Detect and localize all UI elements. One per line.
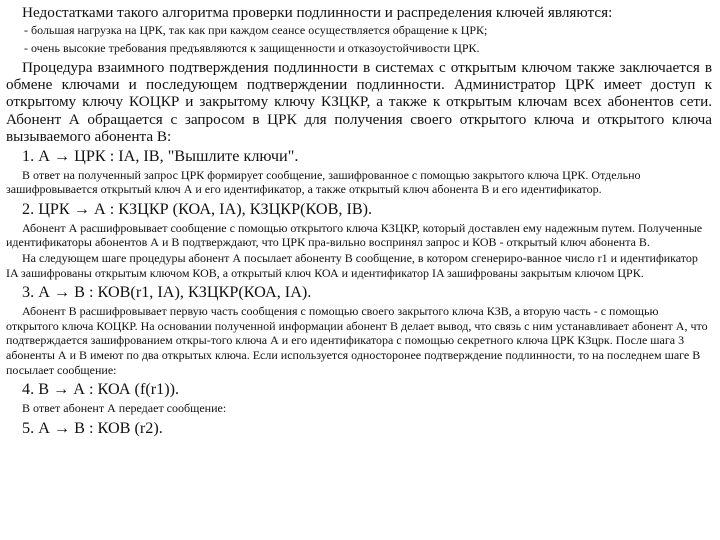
- step-4: 4. В → А : КОА (f(r1)).: [22, 380, 180, 399]
- step-5: 5. А → В : КОВ (r2).: [22, 418, 163, 437]
- procedure-paragraph: Процедура взаимного подтверждения подлинности в системах с открытым ключом также заключается в обмене ключами и последующем подтверждении подлинности. Администратор ЦРК имеет доступ к открытому ключу КОЦКР и закрытому ключу КЗЦКР, а также к открытым ключам всех абонентов сети. Абонент А обращается с запросом в ЦРК для получения своего открытого ключа и открытого ключа вызываемого абонента В:: [6, 58, 712, 146]
- intro-text: Недостатками такого алгоритма проверки подлинности и распределения ключей являются:: [22, 4, 613, 21]
- step-3: 3. А → В : КОВ(r1, IA), КЗЦКР(КОА, IA).: [22, 283, 312, 302]
- paragraph-5: В ответ абонент А передает сообщение:: [22, 401, 227, 416]
- paragraph-2: Абонент А расшифровывает сообщение с помощью открытого ключа КЗЦКР, который доставлен ему надежным путем. Полученные идентификаторы абонентов А и В подтверждают, что ЦРК пра-вильно воспринял запрос и КОВ - открытый ключ абонента В.: [6, 220, 703, 250]
- step-2: 2. ЦРК → А : КЗЦКР (КОА, IA), КЗЦКР(КОВ, IB).: [22, 199, 373, 218]
- step-1: 1. А → ЦРК : IA, IB, "Вышлите ключи".: [22, 146, 299, 165]
- paragraph-4: Абонент В расшифровывает первую часть сообщения с помощью своего закрытого ключа КЗВ, а вторую часть - с помощью открытого ключа КОЦКР. На основании полученной информации абонент В делает вывод, что связь с ним устанавливает абонент А, что подтверждается зашифрованием откры-того ключа А и его идентификатора с помощью секретного ключа ЦРК КЗцрк. После шага 3 абоненты А и В имеют по два открытых ключа. Если используется односторонее подтверждение подлинности, то на последнем шаге В посылает сообщение:: [6, 304, 708, 377]
- paragraph-1: В ответ на полученный запрос ЦРК формирует сообщение, зашифрованное с помощью закрытого ключа ЦРК. Отдельно зашифровывается открытый ключ А и его идентификатор, а также открытый ключ абонента В и его идентификатор.: [6, 167, 641, 197]
- paragraph-3: На следующем шаге процедуры абонент А посылает абоненту В сообщение, в котором сгенериро-ванное число r1 и идентификатор IA зашифрованы открытым ключом КОВ, а открытый ключ КОА и идентификатор IA зашифрованы закрытым ключом ЦРК.: [6, 251, 698, 280]
- bullet-item: - очень высокие требования предъявляются к защищенности и отказоустойчивости ЦРК.: [24, 41, 480, 55]
- bullet-item: - большая нагрузка на ЦРК, так как при каждом сеансе осуществляется обращение к ЦРК;: [24, 23, 488, 38]
